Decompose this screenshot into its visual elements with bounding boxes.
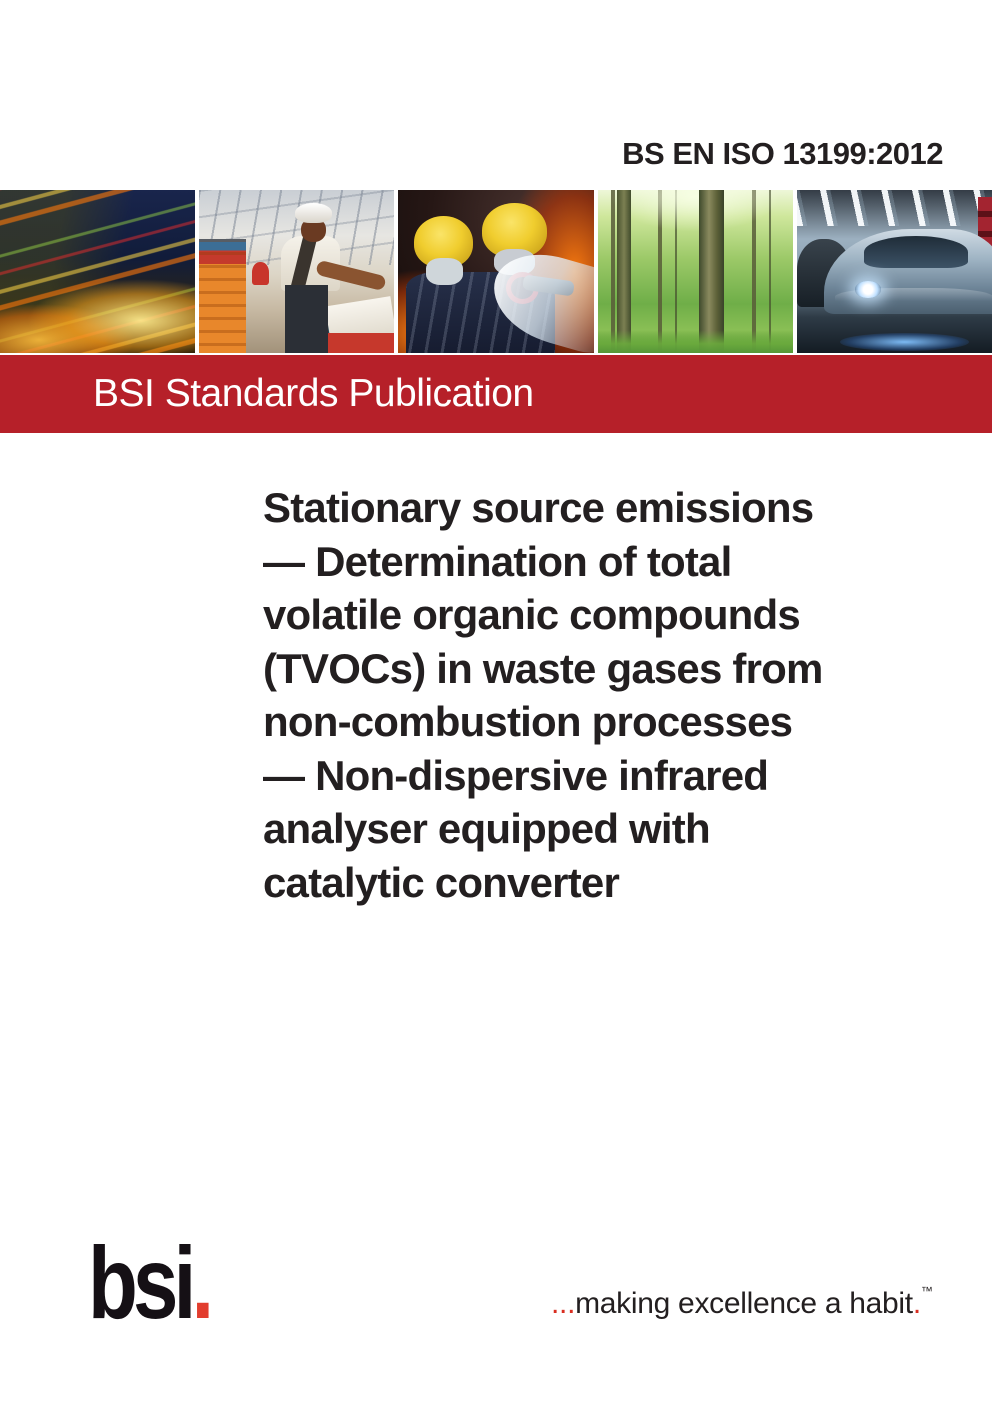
warehouse-worker-photo (199, 190, 394, 353)
bsi-logo (88, 1226, 215, 1340)
tagline (551, 1284, 933, 1321)
car-body-decor (824, 229, 992, 314)
bsi-logo-dot: . (191, 1226, 215, 1340)
title-line: (TVOCs) in waste gases from (263, 644, 823, 692)
standard-number: BS EN ISO 13199:2012 (622, 136, 943, 171)
title-line: — Non-dispersive infrared (263, 751, 769, 799)
worker-cap-decor (295, 203, 332, 223)
headlight-decor (855, 281, 880, 297)
trademark-symbol: ™ (920, 1284, 933, 1298)
banner-label: BSI Standards Publication (93, 372, 534, 415)
title-line: non-combustion processes (263, 698, 793, 745)
title-line: analyser equipped with (263, 805, 710, 852)
forest-photo (598, 190, 793, 353)
car-assembly-photo (797, 190, 992, 353)
visor-left-decor (426, 258, 463, 284)
factory-lights-decor (797, 190, 992, 226)
publication-banner (0, 355, 992, 433)
night-traffic-photo (0, 190, 195, 353)
tree-trunk-left-decor (617, 190, 631, 353)
background-worker-decor (252, 262, 270, 285)
underbody-glow-decor (840, 333, 969, 351)
title-line: Stationary source emissions (263, 484, 814, 531)
tree-trunk-center-decor (699, 190, 724, 353)
underbrush-decor (598, 330, 793, 353)
bsi-logo-text: bsi (88, 1226, 192, 1340)
worker-apron-decor (285, 285, 328, 353)
title-line: — Determination of total (263, 537, 732, 585)
title-line: volatile organic compounds (263, 591, 800, 638)
title-line: catalytic converter (263, 858, 619, 906)
orange-crates-decor (199, 239, 246, 353)
firefighters-photo (398, 190, 593, 353)
document-title (263, 481, 923, 909)
tagline-leading-dots: ... (551, 1287, 576, 1320)
tagline-text: making excellence a habit (575, 1287, 913, 1320)
photo-strip (0, 190, 992, 353)
tagline-trailing-dot: . (912, 1287, 921, 1320)
